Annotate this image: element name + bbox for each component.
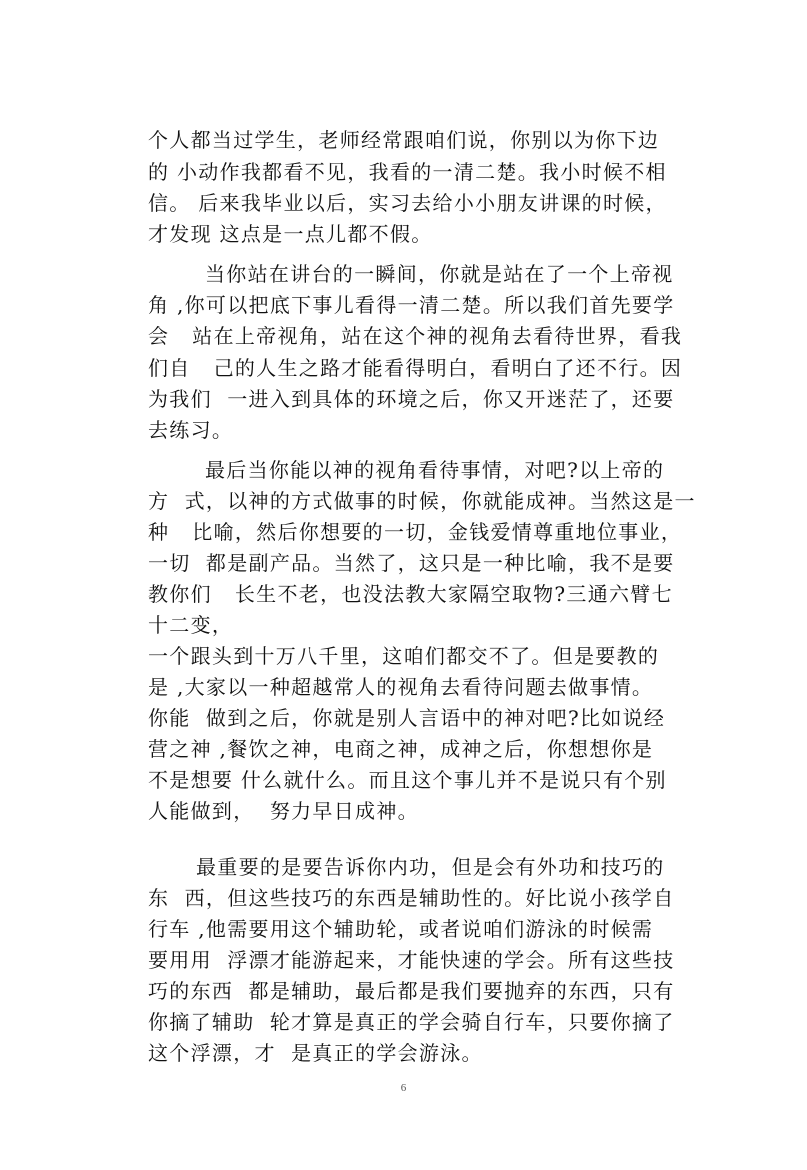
text-line: 这个浮漂，才 是真正的学会游泳。 <box>148 1041 483 1065</box>
text-line: 是 ,大家以一种超越常人的视角去看待问题去做事情。 <box>148 675 654 699</box>
text-line: 教你们 长生不老，也没法教大家隔空取物?三通六臂七 <box>148 582 673 606</box>
text-line: 信。 后来我毕业以后，实习去给小小朋友讲课的时候， <box>148 191 667 215</box>
text-line: 会 站在上帝视角，站在这个神的视角去看待世界，看我 <box>148 324 683 348</box>
text-line: 最重要的是要告诉你内功，但是会有外功和技巧的 <box>196 855 665 879</box>
text-line: 的 小动作我都看不见，我看的一清二楚。我小时候不相 <box>148 160 667 184</box>
text-line: 个人都当过学生，老师经常跟咱们说，你别以为你下边 <box>148 128 660 152</box>
text-line: 营之神 ,餐饮之神，电商之神，成神之后，你想想你是 <box>148 737 654 761</box>
text-line: 要用用 浮漂才能游起来，才能快速的学会。所有这些技 <box>148 948 675 972</box>
text-line: 角 ,你可以把底下事儿看得一清二楚。所以我们首先要学 <box>148 293 675 317</box>
text-line: 行车 ,他需要用这个辅助轮，或者说咱们游泳的时候需 <box>148 917 654 941</box>
text-line: 人能做到， 努力早日成神。 <box>148 799 419 823</box>
text-line: 最后当你能以神的视角看待事情，对吧?以上帝的 <box>205 458 665 482</box>
text-line: 方 式，以神的方式做事的时候，你就能成神。当然这是一 <box>148 489 696 513</box>
text-line: 东 西，但这些技巧的东西是辅助性的。好比说小孩学自 <box>148 886 675 910</box>
text-line: 去练习。 <box>148 418 234 442</box>
text-line: 种 比喻，然后你想要的一切，金钱爱情尊重地位事业， <box>148 520 683 544</box>
text-line: 一切 都是副产品。当然了，这只是一种比喻，我不是要 <box>148 551 675 575</box>
text-line: 你能 做到之后，你就是别人言语中的神对吧?比如说经 <box>148 706 666 730</box>
text-line: 一个跟头到十万八千里，这咱们都交不了。但是要教的 <box>148 644 660 668</box>
text-line: 十二变， <box>148 613 234 637</box>
text-line: 巧的东西 都是辅助，最后都是我们要抛弃的东西，只有 <box>148 979 675 1003</box>
text-line: 们自 己的人生之路才能看得明白，看明白了还不行。因 <box>148 356 683 380</box>
text-line: 为我们 一进入到具体的环境之后，你又开迷茫了，还要 <box>148 387 675 411</box>
text-line: 当你站在讲台的一瞬间，你就是站在了一个上帝视 <box>205 262 674 286</box>
page-number: 6 <box>400 1082 407 1094</box>
text-line: 你摘了辅助 轮才算是真正的学会骑自行车，只要你摘了 <box>148 1010 675 1034</box>
text-line: 才发现 这点是一点儿都不假。 <box>148 222 433 246</box>
text-line: 不是想要 什么就什么。而且这个事儿并不是说只有个别 <box>148 768 667 792</box>
